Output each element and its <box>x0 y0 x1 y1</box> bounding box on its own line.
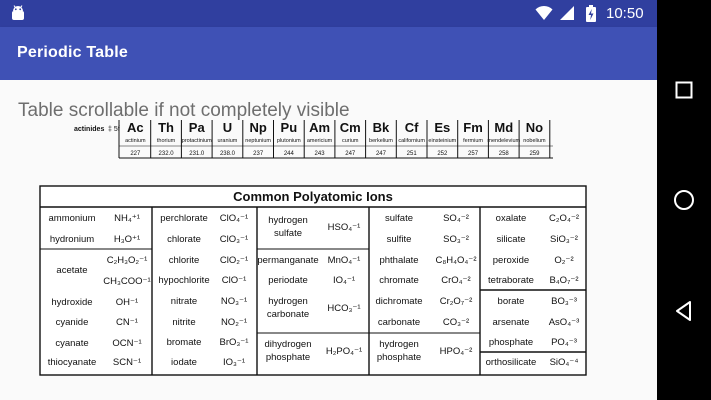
actinide-mass: 247 <box>345 151 356 157</box>
ion-name: dihydrogen <box>264 339 312 350</box>
ion-name: hydrogen <box>379 339 419 350</box>
actinide-mass: 259 <box>529 151 540 157</box>
home-icon[interactable] <box>669 185 699 215</box>
ion-name: carbonate <box>266 309 310 320</box>
actinide-symbol: U <box>222 120 233 135</box>
actinide-mass: 258 <box>498 151 509 157</box>
ion-formula: CH₃COO⁻¹ <box>103 276 151 287</box>
status-bar <box>0 0 657 27</box>
actinide-symbol: Th <box>158 120 174 135</box>
ion-name: chlorate <box>167 234 201 245</box>
ion-name: perchlorate <box>160 213 208 224</box>
actinide-mass: 243 <box>314 151 325 157</box>
ion-formula: NO₂⁻¹ <box>220 317 248 328</box>
ion-name: hydrogen <box>268 215 308 226</box>
actinides-label: actinides <box>74 126 105 133</box>
actinide-symbol: Pu <box>280 120 298 135</box>
ion-name: chlorite <box>168 255 200 266</box>
actinide-mass: 252 <box>437 151 448 157</box>
ion-name: hydrogen <box>268 296 308 307</box>
actinide-name: californium <box>398 138 425 144</box>
ion-formula: B₄O₇⁻² <box>549 275 579 286</box>
actinide-symbol: Cm <box>339 120 361 135</box>
actinide-name: actinium <box>125 138 146 144</box>
ion-formula: BrO₃⁻¹ <box>219 337 249 348</box>
ion-name: sulfate <box>274 228 302 239</box>
ion-formula: ClO₂⁻¹ <box>219 255 249 266</box>
actinide-symbol: Pa <box>188 120 205 135</box>
actinide-name: thorium <box>156 138 176 144</box>
actinide-symbol: No <box>525 120 544 135</box>
ion-name: cyanide <box>55 317 89 328</box>
ion-name: cyanate <box>55 338 89 349</box>
ion-name: borate <box>497 296 525 307</box>
ion-formula: SiO₃⁻² <box>550 234 578 245</box>
navigation-bar <box>657 0 711 400</box>
period-mark: ‡ 5f <box>108 126 120 133</box>
ion-formula: NH₄⁺¹ <box>114 213 140 224</box>
ion-formula: ClO₃⁻¹ <box>219 234 249 245</box>
ion-name: periodate <box>268 275 308 286</box>
actinide-name: protactinium <box>181 138 212 144</box>
actinide-symbol: Fm <box>463 120 483 135</box>
ion-name: oxalate <box>495 213 527 224</box>
actinide-symbol: Md <box>494 120 514 135</box>
ion-name: permanganate <box>257 255 319 266</box>
actinide-name: fermium <box>463 138 483 144</box>
ion-formula: SiO₄⁻⁴ <box>549 357 579 368</box>
ion-formula: IO₃⁻¹ <box>222 357 246 368</box>
ions-table-title: Common Polyatomic Ions <box>233 189 393 204</box>
ion-name: arsenate <box>492 317 530 328</box>
ion-name: peroxide <box>492 255 530 266</box>
ion-formula: CO₃⁻² <box>442 317 470 328</box>
actinide-symbol: Ac <box>127 120 144 135</box>
actinide-mass: 257 <box>468 151 479 157</box>
ion-name: chromate <box>379 275 419 286</box>
ion-name: bromate <box>166 337 202 348</box>
ion-formula: H₃O⁺¹ <box>113 234 141 245</box>
ion-name: phosphate <box>376 352 422 363</box>
ion-formula: PO₄⁻³ <box>551 337 577 348</box>
actinide-name: nobelium <box>523 138 546 144</box>
status-clock: 10:50 <box>606 5 644 22</box>
actinide-mass: 232.0 <box>158 151 174 157</box>
ion-name: ammonium <box>48 213 96 224</box>
ion-formula: HPO₄⁻² <box>439 346 473 357</box>
ion-formula: CN⁻¹ <box>116 317 138 328</box>
ion-name: acetate <box>56 265 88 276</box>
periodic-table-image[interactable] <box>0 80 657 400</box>
actinide-name: berkelium <box>369 138 393 144</box>
ion-name: tetraborate <box>488 275 534 286</box>
ion-name: silicate <box>496 234 526 245</box>
ion-name: sulfite <box>386 234 412 245</box>
ion-formula: Cr₂O₇⁻² <box>439 296 473 307</box>
ion-formula: SO₃⁻² <box>443 234 469 245</box>
actinide-symbol: Np <box>249 120 267 135</box>
ion-formula: HSO₄⁻¹ <box>327 222 361 233</box>
actinide-mass: 238.0 <box>219 151 235 157</box>
signal-icon <box>559 5 575 21</box>
wifi-icon <box>535 5 553 21</box>
ion-name: phthalate <box>379 255 419 266</box>
ion-formula: C₂O₄⁻² <box>549 213 579 224</box>
ion-formula: HCO₃⁻¹ <box>327 303 361 314</box>
scroll-hint: Table scrollable if not completely visible <box>18 100 350 121</box>
ion-formula: MnO₄⁻¹ <box>327 255 361 266</box>
ion-formula: ClO⁻¹ <box>221 275 247 286</box>
actinide-mass: 251 <box>406 151 417 157</box>
ion-name: orthosilicate <box>485 357 537 368</box>
ion-formula: O₂⁻² <box>554 255 574 266</box>
actinide-symbol: Bk <box>372 120 390 135</box>
actinide-name: americium <box>306 138 333 144</box>
ion-name: hydroxide <box>51 297 93 308</box>
ion-formula: BO₃⁻³ <box>551 296 577 307</box>
content-area[interactable] <box>0 80 657 400</box>
ion-formula: AsO₄⁻³ <box>548 317 580 328</box>
ion-name: phosphate <box>265 352 311 363</box>
actinide-mass: 247 <box>375 151 386 157</box>
actinide-symbol: Es <box>434 120 451 135</box>
actinide-name: mendelevium <box>487 138 521 144</box>
ion-formula: ClO₄⁻¹ <box>219 213 249 224</box>
actinide-name: uranium <box>217 138 238 144</box>
back-icon[interactable] <box>669 296 699 326</box>
actinide-mass: 227 <box>130 151 141 157</box>
recents-icon[interactable] <box>669 75 699 105</box>
ion-formula: SCN⁻¹ <box>112 357 142 368</box>
ion-name: sulfate <box>385 213 413 224</box>
ion-name: nitrate <box>170 296 198 307</box>
battery-icon <box>586 5 596 22</box>
ion-name: iodate <box>171 357 197 368</box>
ion-formula: C₂H₃O₂⁻¹ <box>106 255 148 266</box>
ion-formula: NO₃⁻¹ <box>220 296 248 307</box>
ion-name: phosphate <box>488 337 534 348</box>
actinide-mass: 231.0 <box>189 151 205 157</box>
actinide-name: einsteinium <box>428 138 457 144</box>
ion-formula: OCN⁻¹ <box>112 338 142 349</box>
actinide-name: curium <box>341 138 359 144</box>
actinide-mass: 244 <box>283 151 294 157</box>
actinide-name: plutonium <box>276 138 301 144</box>
actinide-mass: 237 <box>253 151 264 157</box>
ion-name: carbonate <box>377 317 421 328</box>
actinide-name: neptunium <box>245 138 271 144</box>
ion-name: hydronium <box>49 234 95 245</box>
ion-name: nitrite <box>172 317 196 328</box>
ion-formula: OH⁻¹ <box>115 297 139 308</box>
ion-formula: SO₄⁻² <box>443 213 469 224</box>
app-bar <box>0 27 657 80</box>
ion-name: hypochlorite <box>158 275 210 286</box>
ion-formula: IO₄⁻¹ <box>332 275 356 286</box>
ion-formula: C₈H₄O₄⁻² <box>435 255 477 266</box>
app-title: Periodic Table <box>17 44 128 61</box>
ion-formula: H₂PO₄⁻¹ <box>325 346 363 357</box>
ion-name: dichromate <box>375 296 423 307</box>
ion-name: thiocyanate <box>47 357 97 368</box>
actinide-symbol: Am <box>309 120 331 135</box>
actinide-symbol: Cf <box>404 120 419 135</box>
ion-formula: CrO₄⁻² <box>441 275 471 286</box>
android-icon <box>10 5 26 21</box>
